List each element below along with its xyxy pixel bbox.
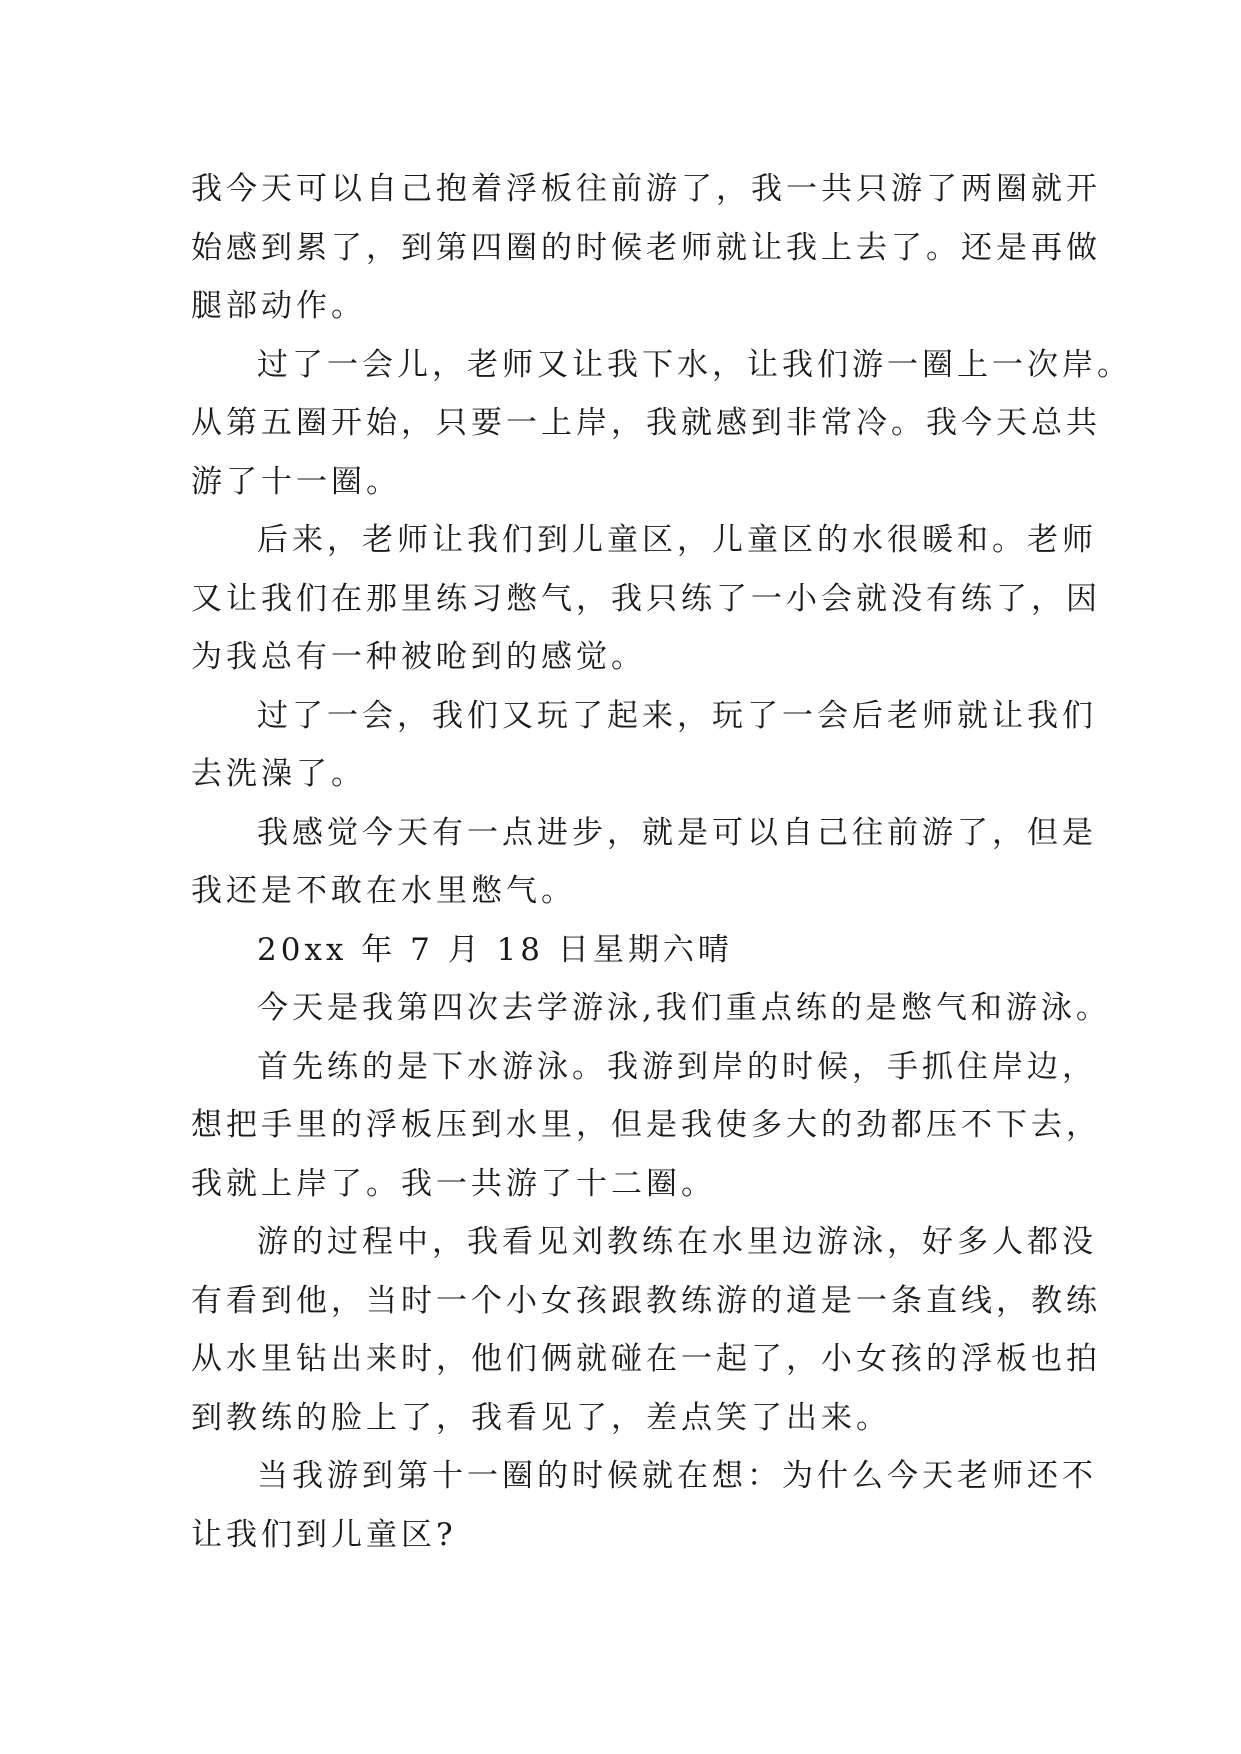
- text-line: 从水里钻出来时，他们俩就碰在一起了，小女孩的浮板也拍: [191, 1341, 1101, 1377]
- text-line: 想把手里的浮板压到水里，但是我使多大的劲都压不下去，: [191, 1107, 1101, 1143]
- paragraph-start: 过了一会，我们又玩了起来，玩了一会后老师就让我们: [257, 697, 1097, 734]
- paragraph-start: 当我游到第十一圈的时候就在想：为什么今天老师还不: [257, 1458, 1097, 1494]
- text-line: 我就上岸了。我一共游了十二圈。: [191, 1165, 716, 1202]
- document-body: [191, 160, 1132, 1564]
- paragraph-start: 我感觉今天有一点进步，就是可以自己往前游了，但是: [257, 814, 1097, 851]
- text-line: 又让我们在那里练习憋气，我只练了一小会就没有练了，因: [191, 580, 1101, 617]
- paragraph-start: 后来，老师让我们到儿童区，儿童区的水很暖和。老师: [257, 522, 1097, 558]
- text-line: 去洗澡了。: [191, 756, 366, 792]
- text-line: 为我总有一种被呛到的感觉。: [191, 639, 646, 675]
- text-line: 到教练的脸上了，我看见了，差点笑了出来。: [191, 1399, 891, 1436]
- text-line: 有看到他，当时一个小女孩跟教练游的道是一条直线，教练: [191, 1282, 1101, 1319]
- text-line: 腿部动作。: [191, 288, 366, 324]
- text-line: 我还是不敢在水里憋气。: [191, 873, 576, 909]
- text-line: 从第五圈开始，只要一上岸，我就感到非常冷。我今天总共: [191, 405, 1101, 441]
- text-line: 让我们到儿童区?: [191, 1516, 457, 1553]
- text-line: 始感到累了，到第四圈的时候老师就让我上去了。还是再做: [191, 229, 1101, 266]
- date-heading: 20xx 年 7 月 18 日星期六晴: [257, 931, 733, 968]
- text-line: 游了十一圈。: [191, 463, 401, 500]
- text-line: 我今天可以自己抱着浮板往前游了，我一共只游了两圈就开: [191, 171, 1101, 207]
- paragraph-start: 游的过程中，我看见刘教练在水里边游泳，好多人都没: [257, 1224, 1097, 1260]
- paragraph-start: 首先练的是下水游泳。我游到岸的时候，手抓住岸边，: [257, 1048, 1097, 1085]
- paragraph-start: 过了一会儿，老师又让我下水，让我们游一圈上一次岸。: [257, 346, 1132, 383]
- paragraph-start: 今天是我第四次去学游泳,我们重点练的是憋气和游泳。: [257, 990, 1111, 1026]
